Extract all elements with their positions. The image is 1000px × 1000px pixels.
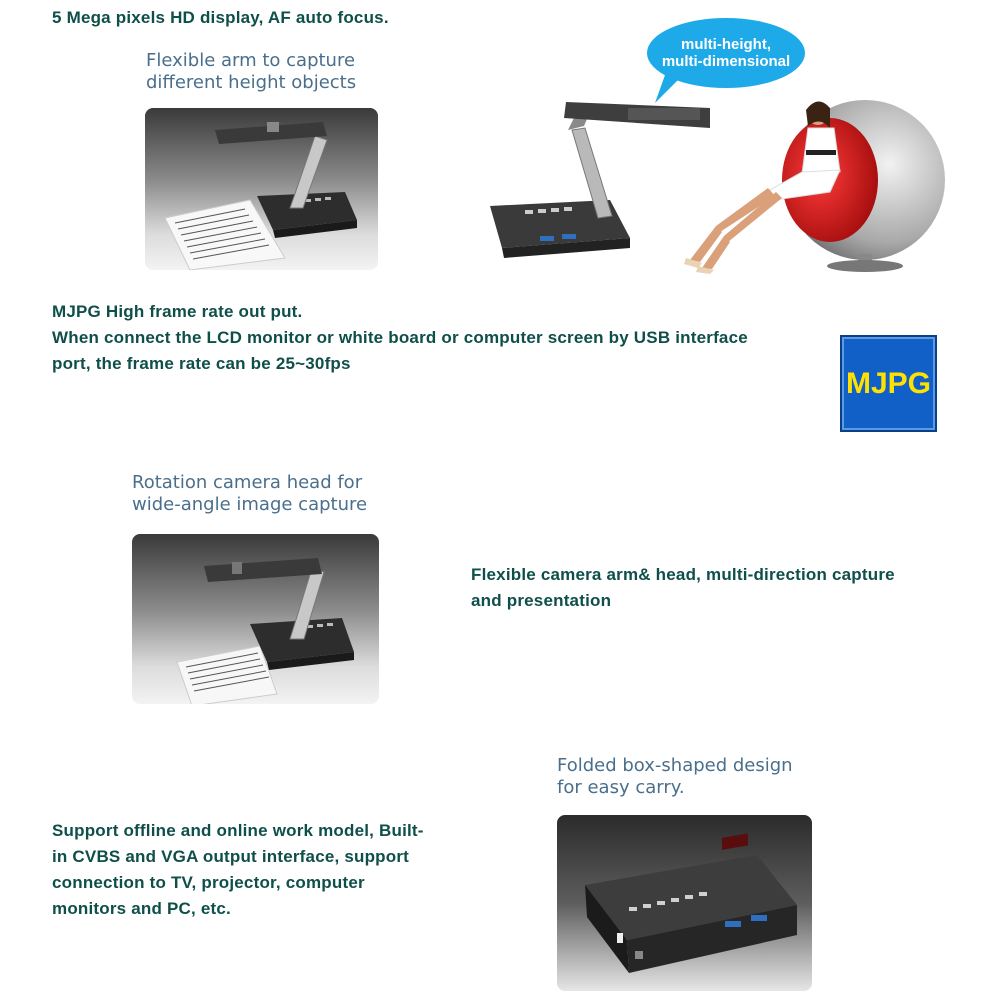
caption-folded-design [557, 755, 793, 799]
mjpg-badge: MJPG [840, 335, 937, 432]
product-photo-rotation [132, 534, 379, 704]
text-line: and presentation [471, 591, 612, 610]
text-line: port, the frame rate can be 25~30fps [52, 354, 351, 373]
bubble-line: multi-height, [681, 36, 771, 53]
text-line: MJPG High frame rate out put. [52, 302, 303, 321]
caption-line: Folded box-shaped design [557, 755, 793, 776]
text-line: monitors and PC, etc. [52, 899, 231, 918]
caption-line: for easy carry. [557, 777, 685, 798]
feature-text-offline-online [52, 818, 424, 922]
text-line: connection to TV, projector, computer [52, 873, 365, 892]
caption-flexible-arm [146, 50, 356, 94]
product-photo-folded [557, 815, 812, 991]
feature-text-flexible-head [471, 562, 895, 614]
photo-woman-egg-chair [680, 92, 950, 277]
text-line: When connect the LCD monitor or white board or computer screen by USB interface [52, 328, 748, 347]
caption-line: wide-angle image capture [132, 494, 368, 515]
caption-line: different height objects [146, 72, 357, 93]
feature-text-mjpg [52, 299, 748, 377]
product-photo-arm [145, 108, 378, 270]
text-line: Flexible camera arm& head, multi-direction capture [471, 565, 895, 584]
feature-heading-hd: 5 Mega pixels HD display, AF auto focus. [52, 8, 389, 27]
bubble-line: multi-dimensional [661, 53, 791, 70]
text-line: Support offline and online work model, Built- [52, 821, 424, 840]
caption-rotation-head [132, 472, 367, 516]
caption-line: Flexible arm to capture [146, 50, 356, 71]
text-line: in CVBS and VGA output interface, support [52, 847, 410, 866]
caption-line: Rotation camera head for [132, 472, 363, 493]
